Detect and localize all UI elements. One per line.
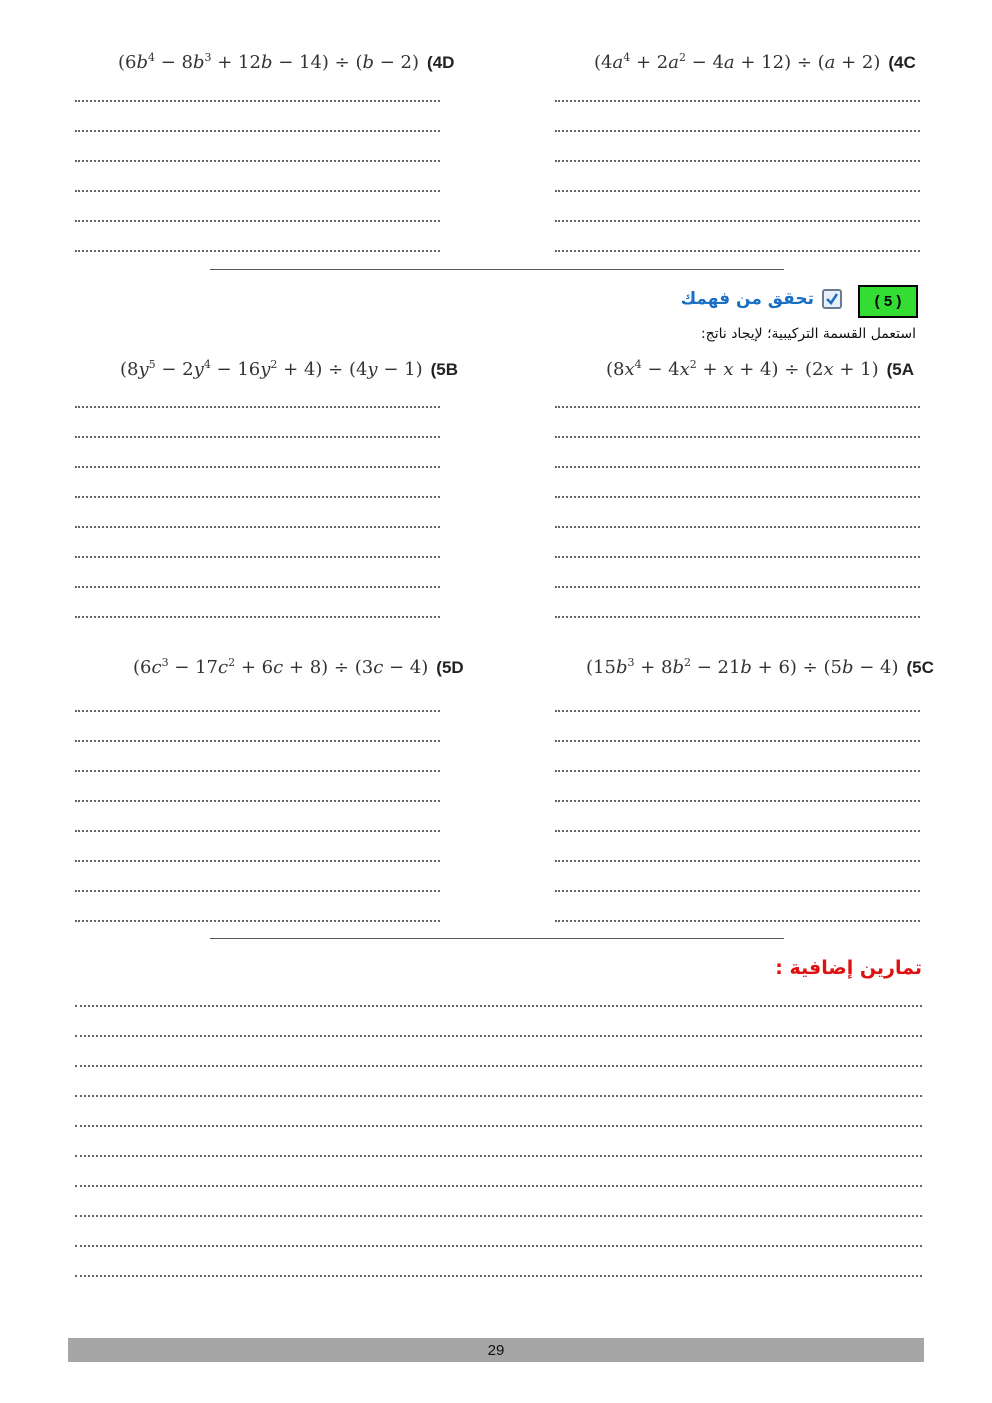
check-understanding-heading xyxy=(681,289,842,309)
page-footer xyxy=(68,1338,924,1362)
answer-line[interactable] xyxy=(555,862,920,892)
problem-4d: $(6b^4 - 8b^3 + 12b - 14) \div (b - 2)$ (4D xyxy=(118,51,455,73)
answer-line[interactable] xyxy=(555,832,920,862)
problem-5a: $(8x^4 - 4x^2 + x + 4) \div (2x + 1)$ (5A xyxy=(606,358,915,380)
answer-line[interactable] xyxy=(75,192,440,222)
answer-line[interactable] xyxy=(75,588,440,618)
answer-line[interactable] xyxy=(75,378,440,408)
answer-line[interactable] xyxy=(75,1217,922,1247)
section-divider xyxy=(210,269,784,270)
answer-line[interactable] xyxy=(555,892,920,922)
answer-line[interactable] xyxy=(555,772,920,802)
extra-answer-lines[interactable] xyxy=(75,977,922,1277)
answer-line[interactable] xyxy=(555,132,920,162)
answer-line[interactable] xyxy=(75,528,440,558)
answer-line[interactable] xyxy=(555,162,920,192)
answer-line[interactable] xyxy=(75,977,922,1007)
problem-number: (4D xyxy=(427,53,455,72)
answer-line[interactable] xyxy=(75,132,440,162)
problem-5b: $(8y^5 - 2y^4 - 16y^2 + 4) \div (4y - 1)$ (5B xyxy=(120,358,458,380)
answer-line[interactable] xyxy=(75,72,440,102)
answer-lines-4d[interactable] xyxy=(75,72,440,252)
problem-number: (4C xyxy=(888,53,916,72)
answer-line[interactable] xyxy=(75,498,440,528)
problem-4c: $(4a^4 + 2a^2 - 4a + 12) \div (a + 2)$ (4C xyxy=(594,51,916,73)
answer-lines-5a[interactable] xyxy=(555,378,920,618)
answer-line[interactable] xyxy=(555,498,920,528)
answer-line[interactable] xyxy=(75,1157,922,1187)
answer-line[interactable] xyxy=(75,162,440,192)
page-number: 29 xyxy=(487,1341,505,1359)
answer-line[interactable] xyxy=(75,438,440,468)
answer-line[interactable] xyxy=(75,712,440,742)
section-badge: ( 5 ) xyxy=(858,285,918,318)
answer-line[interactable] xyxy=(555,408,920,438)
answer-line[interactable] xyxy=(75,742,440,772)
problem-number: (5B xyxy=(430,360,458,379)
answer-line[interactable] xyxy=(555,378,920,408)
answer-line[interactable] xyxy=(555,682,920,712)
problem-number: (5D xyxy=(436,658,464,677)
answer-line[interactable] xyxy=(75,862,440,892)
instruction-text: استعمل القسمة التركيبية؛ لإيجاد ناتج: xyxy=(700,326,916,342)
answer-line[interactable] xyxy=(75,832,440,862)
answer-line[interactable] xyxy=(75,1187,922,1217)
answer-line[interactable] xyxy=(555,528,920,558)
checkbox-icon xyxy=(822,289,842,309)
answer-line[interactable] xyxy=(555,588,920,618)
answer-lines-5c[interactable] xyxy=(555,682,920,922)
answer-line[interactable] xyxy=(75,408,440,438)
problem-number: (5A xyxy=(886,360,915,379)
answer-line[interactable] xyxy=(75,1097,922,1127)
answer-line[interactable] xyxy=(75,682,440,712)
answer-line[interactable] xyxy=(555,102,920,132)
answer-line[interactable] xyxy=(75,892,440,922)
answer-lines-5d[interactable] xyxy=(75,682,440,922)
answer-line[interactable] xyxy=(555,742,920,772)
answer-line[interactable] xyxy=(555,558,920,588)
section-divider xyxy=(210,938,784,939)
answer-line[interactable] xyxy=(75,1037,922,1067)
problem-5c: $(15b^3 + 8b^2 - 21b + 6) \div (5b - 4)$ (5C xyxy=(586,656,934,678)
answer-line[interactable] xyxy=(555,222,920,252)
answer-line[interactable] xyxy=(555,802,920,832)
answer-line[interactable] xyxy=(75,558,440,588)
answer-line[interactable] xyxy=(75,468,440,498)
answer-line[interactable] xyxy=(75,1067,922,1097)
problem-number: (5C xyxy=(906,658,934,677)
answer-lines-4c[interactable] xyxy=(555,72,920,252)
answer-line[interactable] xyxy=(75,1247,922,1277)
answer-line[interactable] xyxy=(75,802,440,832)
section-title: تحقق من فهمك xyxy=(680,289,814,309)
answer-line[interactable] xyxy=(555,192,920,222)
answer-line[interactable] xyxy=(75,222,440,252)
problem-5d: $(6c^3 - 17c^2 + 6c + 8) \div (3c - 4)$ (5D xyxy=(133,656,464,678)
answer-line[interactable] xyxy=(75,772,440,802)
answer-line[interactable] xyxy=(75,1127,922,1157)
answer-line[interactable] xyxy=(555,712,920,742)
answer-line[interactable] xyxy=(555,438,920,468)
answer-line[interactable] xyxy=(75,1007,922,1037)
answer-line[interactable] xyxy=(75,102,440,132)
answer-lines-5b[interactable] xyxy=(75,378,440,618)
answer-line[interactable] xyxy=(555,468,920,498)
answer-line[interactable] xyxy=(555,72,920,102)
extra-exercises-title: تمارين إضافية : xyxy=(775,957,922,979)
